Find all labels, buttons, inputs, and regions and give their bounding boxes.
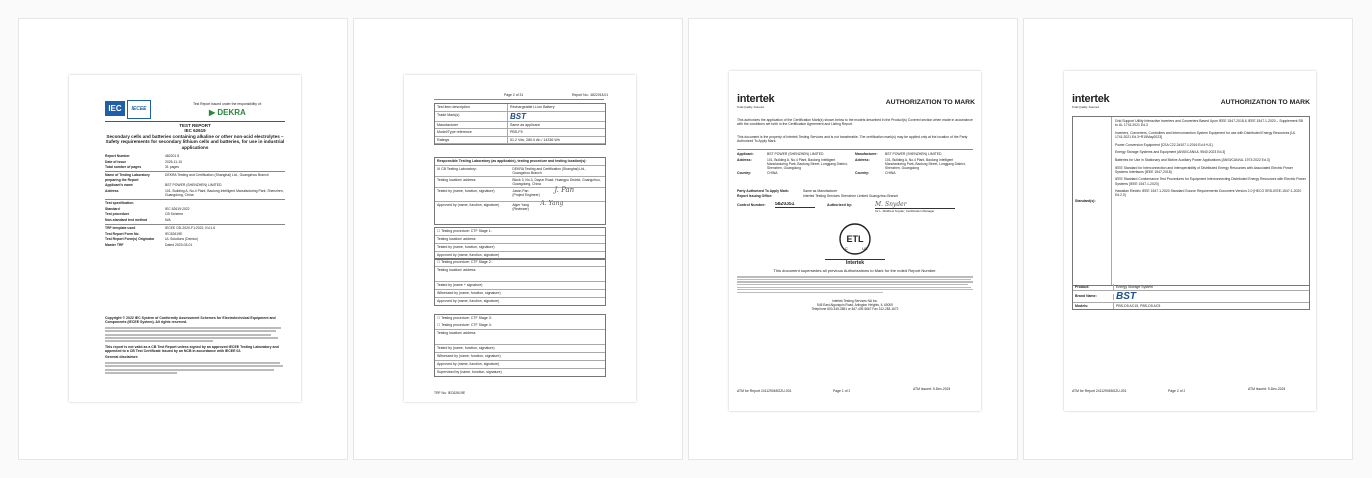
approved-by-name: Alger Yang: [512, 203, 529, 207]
report-field-value: BST POWER (SHENZHEN) LIMITED: [165, 183, 222, 188]
manufacturer-country-label: Country:: [855, 171, 870, 175]
copyright-notice: Copyright © 2022 IEC System of Conformity Assessment Schemes for Electrotechnical Equipment and Components (IECEE System). All rights reserved.: [105, 316, 276, 325]
standard-entry: IEEE Standard Conformance Test Procedures for Equipment Interconnecting Distributed Energy Resources with Electric Power Systems [IEEE 1547.1-2020]: [1115, 177, 1306, 186]
item-detail-row: [435, 137, 605, 145]
report-field-label: Test specification: [105, 201, 134, 206]
report-field-value: IEC62619E: [165, 231, 183, 236]
manufacturer-country: CHINA: [885, 171, 896, 175]
footer-page-number: Page 1 of 2: [833, 389, 851, 393]
report-fields: [105, 154, 285, 249]
report-field-row: [105, 183, 285, 187]
field-group-divider: [105, 199, 285, 200]
applicant-name: BST POWER (SHENZHEN) LIMITED: [767, 152, 824, 156]
footer-page-number: Page 2 of 2: [1168, 389, 1186, 393]
report-field-label: TRF template used: [105, 226, 136, 231]
report-field-row: [105, 173, 285, 181]
lab-block: [434, 157, 606, 225]
report-field-value: UL Solutions (Demko): [165, 237, 199, 242]
testing-location-value: Block 3, No.3, Dayun Road, Huangpu District, Guangzhou, Guangdong, China: [512, 178, 601, 186]
approved-by-signature: A. Yang: [540, 200, 564, 207]
copyright-body-lines: [105, 326, 285, 343]
report-field-label: Name of Testing Laboratory preparing the Report: [105, 173, 150, 182]
report-field-value: 101, Building A, No.4 Plant, Baolong Intelligent Manufacturing Park, Shenzhen, Guangdong, China: [165, 188, 284, 197]
party-label: Party Authorized To Apply Mark:: [737, 189, 790, 193]
models-value: PBS-D5 AC15, PBS-D5 AC5: [1116, 303, 1161, 308]
report-field-value: IEC 62619:2022: [165, 206, 190, 211]
ctf-stage-4-label: ☐ Testing procedure: CTF Stage 4:: [435, 322, 605, 330]
testing-location-label: Testing location/ address: [437, 178, 476, 182]
item-detail-row: [435, 129, 605, 137]
item-detail-value: Rechargeable Li-ion Battery: [510, 105, 555, 109]
standards-label: Standard(s):: [1075, 198, 1096, 203]
report-field-row: [105, 189, 285, 197]
applicant-country: CHINA: [767, 171, 778, 175]
stage-3-4-tested-by: Tested by (name, function, signature): [435, 345, 605, 353]
fine-print-lines: [737, 275, 973, 294]
standard-entry: Inverters, Converters, Controllers and Interconnection System Equipment for use with Distributed Energy Resources [UL 1741:2021 Ed.3+R15May2023]: [1115, 130, 1296, 139]
report-title: TEST REPORT: [179, 123, 211, 128]
footer-issue-date: ATM Issued: 9-Dec-2024: [913, 387, 951, 391]
certificate-card-iec-report[interactable]: [18, 18, 348, 460]
trade-mark-logo: BST: [510, 111, 526, 121]
party-block: [737, 189, 973, 214]
etl-mark: [835, 219, 875, 259]
item-detail-row: [435, 122, 605, 130]
responsible-lab-heading: Responsible Testing Laboratory (as applicable), testing procedure and testing location(s):: [435, 158, 605, 166]
standards-list: [1112, 117, 1309, 285]
report-field-row: [105, 165, 285, 169]
certificate-card-intertek-atm-p2[interactable]: [1023, 18, 1353, 460]
tested-by-signature: J. Pan: [554, 186, 575, 194]
report-field-value: 482201 8: [165, 154, 180, 158]
svg-text:US: US: [862, 246, 868, 251]
report-field-row: [105, 212, 285, 216]
ctf-stage-2-block: [434, 258, 606, 306]
atm-title: AUTHORIZATION TO MARK: [1220, 99, 1310, 106]
standard-entry: Grid Support Utility Interactive Inverters and Converters Based Upon IEEE 1547-2018 & IEEE 1547.1-2020 – Supplement SB to UL 1741:2021 Ed.3: [1115, 119, 1303, 128]
supersedes-note: This document supersedes all previous Authorizations to Mark for the noted Report Number.: [773, 268, 937, 273]
brand-value: BST: [1116, 291, 1136, 302]
report-field-row: [105, 207, 285, 211]
ctf-stage-3-label: ☐ Testing procedure: CTF Stage 3:: [437, 316, 492, 320]
footer-address-2: 545 East Algonquin Road, Arlington Heights, IL 60005: [817, 303, 893, 307]
report-subtitle: Secondary cells and batteries containing alkaline or other non-acid electrolytes – Safety requirements for secondary lithium cells and batteries, for use in industrial applications: [105, 134, 285, 150]
brand-label: Brand Name:: [1073, 294, 1114, 300]
ctf-stage-1-block: [434, 227, 606, 260]
iec-test-report-page: [69, 75, 301, 402]
intertek-atm-page-1: [729, 71, 981, 411]
report-field-label: Test Report Form(s) Originator: [105, 237, 155, 242]
report-field-label: Date of issue: [105, 159, 127, 164]
certificate-gallery: [18, 18, 1354, 460]
svg-text:ETL: ETL: [846, 234, 864, 244]
field-group-divider: [105, 224, 285, 225]
report-number: Report No.: 4822018.01: [572, 93, 609, 97]
page-header-divider: [434, 99, 604, 100]
stage-1-location: Testing location/ address: [435, 236, 605, 244]
report-field-label: Test Report Form No.: [105, 231, 140, 236]
report-field-row: [105, 160, 285, 164]
stage-2-witnessed-by: Witnessed by (name, function, signature): [435, 290, 605, 298]
header-divider: [105, 121, 285, 122]
mark-brand: Intertek: [825, 259, 885, 266]
report-field-row: [105, 232, 285, 236]
item-detail-row: [435, 104, 605, 112]
cb-lab-value: DEKRA Testing and Certification (Shanghai) Ltd., Guangzhou Branch: [512, 167, 587, 175]
page-number: Page 2 of 31: [504, 93, 524, 97]
manufacturer-address: 101, Building A, No.4 Plant, Baolong Intelligent Manufacturing Park, Baolong Street, Longgang District, Shenzhen, Guangdong: [885, 158, 966, 170]
stage-2-checkbox-icon: ☐: [437, 260, 441, 264]
report-field-label: Total number of pages: [105, 165, 142, 170]
applicant-address-label: Address:: [737, 158, 752, 162]
report-field-value: N/A: [165, 217, 171, 222]
report-field-row: [105, 154, 285, 158]
ctf-stage-1-label: ☐ Testing procedure: CTF Stage 1:: [435, 228, 605, 236]
report-field-row: [105, 237, 285, 241]
party-value: Same as Manufacturer: [803, 189, 838, 193]
manufacturer-name: BST POWER (SHENZHEN) LIMITED: [885, 152, 942, 156]
stage-1-tested-by: Tested by (name, function, signature): [435, 244, 605, 252]
svg-text:C: C: [845, 246, 848, 251]
report-field-label: Standard: [105, 206, 120, 211]
applicant-label: Applicant:: [737, 152, 754, 156]
report-field-label: Report Number: [105, 154, 130, 158]
cb-lab-label: ☒ CB Testing Laboratory:: [437, 167, 477, 171]
disclaimer-title: General disclaimer:: [105, 355, 139, 359]
authorized-by-label: Authorized by:: [827, 203, 853, 207]
footer-report-ref: ATM for Report 241129065GZU-001: [737, 389, 792, 393]
standard-entry: Batteries for Use in Stationary and Motive Auxiliary Power Applications [ANSI/CAN/UL 1973:2022 Ed.3]: [1115, 157, 1270, 162]
intertek-tagline: Total Quality. Assured.: [737, 105, 765, 109]
product-table: [1072, 284, 1310, 310]
report-field-row: [105, 201, 285, 205]
authorized-signature: M. Snyder: [875, 201, 907, 208]
report-field-value: 31 pages: [165, 165, 179, 170]
item-detail-label: Manufacturer: [435, 122, 508, 129]
intertek-logo: intertek: [1072, 93, 1110, 105]
report-field-value: CB Scheme: [165, 212, 184, 217]
stage-3-4-witnessed-by: Witnessed by (name, function, signature): [435, 353, 605, 361]
item-detail-label: Model/Type reference: [435, 129, 508, 136]
ctf-stage-3-4-block: [434, 314, 606, 377]
applicant-address: 101, Building A, No.4 Plant, Baolong Intelligent Manufacturing Park, Baolong Street, Longgang District, Shenzhen, Guangdong: [767, 158, 848, 170]
report-field-value: IECEE OD-2020-F1:2022, Ed.1.6: [165, 226, 216, 231]
tested-by-name: Jason Pan: [512, 189, 529, 193]
control-number: 5820351: [775, 202, 815, 208]
report-field-row: [105, 218, 285, 222]
standard-entry: Hawaiian Electric IEEE 1547.1-2020 Standard Source Requirements Document Version 2.0 [HECO SRD-IEEE-1547.1-2020 Ed.2.0]: [1115, 189, 1302, 198]
ctf-stage-2-label: ☐ Testing procedure: CTF Stage 2:: [435, 259, 605, 267]
standard-entry: Energy Storage Systems and Equipment [ANSI/CAN/UL 9540:2023 Ed.3]: [1115, 150, 1226, 155]
atm-divider: [737, 149, 973, 150]
stage-3-4-supervised-by: Supervised by (name, function, signature): [437, 370, 502, 374]
office-label: Report Issuing Office:: [737, 194, 773, 198]
etl-listed-mark-icon: [835, 219, 875, 259]
report-field-label: Test procedure: [105, 212, 130, 217]
report-field-label: Applicant's name: [105, 183, 133, 188]
item-detail-label: Test item description: [435, 104, 508, 111]
stage-3-4-approved-by: Approved by (name, function, signature): [435, 361, 605, 369]
report-field-row: [105, 243, 285, 247]
test-report-page-2: [404, 75, 636, 402]
report-field-value: DEKRA Testing and Certification (Shanghai) Ltd., Guangzhou Branch: [165, 173, 269, 178]
item-detail-label: Ratings: [435, 137, 508, 144]
footer-address-1: Intertek Testing Services NA Inc.: [832, 299, 878, 303]
manufacturer-label: Manufacturer:: [855, 152, 878, 156]
product-label: Product:: [1073, 284, 1114, 290]
validity-note: This report is not valid as a CB Test Report unless signed by an approved IECEE Testing Laboratory and appended to a CB Test Certificate issued by an NCB in accordance with IECEE 02.: [105, 345, 279, 354]
standards-table: [1072, 116, 1310, 286]
report-field-label: Master TRF: [105, 242, 124, 247]
item-detail-row: [435, 112, 605, 122]
certificate-card-intertek-atm-p1[interactable]: [688, 18, 1018, 460]
item-details-table: [434, 103, 606, 145]
item-detail-value: PBS-F5: [510, 130, 523, 134]
stage-2-approved-by: Approved by (name, function, signature): [437, 299, 500, 303]
field-group-divider: [105, 171, 285, 172]
report-field-value: 2025-11-10: [165, 159, 183, 164]
signer-name: for L. Matthew Snyder, Certification Manager: [875, 208, 955, 214]
standard-entry: IEEE Standard for Interconnection and Interoperability of Distributed Energy Resources with Associated Electric Power Systems Interfaces [IEEE 1547-2018]: [1115, 165, 1293, 174]
manufacturer-address-label: Address:: [855, 158, 870, 162]
report-responsibility-note: Test Report issued under the responsibility of:: [193, 102, 262, 106]
certificate-card-test-report-p2[interactable]: [353, 18, 683, 460]
atm-property-paragraph: This document is the property of Intertek Testing Services and is not transferable. The certification mark(s) may be applied only at the location of the Party Authorized To Apply Mark.: [737, 135, 968, 144]
stage-4-checkbox-icon: ☐: [437, 323, 441, 327]
dekra-name: DEKRA: [217, 108, 246, 117]
intertek-logo: intertek: [737, 93, 775, 105]
item-detail-label: Trade Mark(s): [435, 112, 508, 121]
report-field-label: Address: [105, 188, 119, 193]
dekra-logo: [209, 108, 246, 117]
report-standard: IEC 62619: [184, 128, 206, 133]
cb-lab-checkbox-icon: ☒: [437, 167, 441, 171]
intertek-tagline: Total Quality. Assured.: [1072, 105, 1100, 109]
intertek-atm-page-2: [1064, 71, 1316, 411]
standard-entry: Power Conversion Equipment [CSA C22.2#107.1:2016 Ed.4+U1]: [1115, 142, 1213, 147]
product-value: Energy Storage System: [1116, 284, 1153, 289]
stage-2-location: Testing location/ address: [435, 267, 605, 282]
iec-logo: IEC: [105, 101, 125, 116]
dekra-triangle-icon: ▶: [209, 108, 216, 117]
item-detail-value: Same as applicant: [510, 122, 540, 127]
atm-title: AUTHORIZATION TO MARK: [885, 99, 975, 106]
applicant-country-label: Country:: [737, 171, 752, 175]
report-field-value: Dated 2023-03-01: [165, 242, 193, 247]
report-field-label: Non-standard test method: [105, 217, 148, 222]
item-detail-value: 51.2 Vdc, 280.0 Ah / 14336 Wh: [510, 137, 560, 142]
disclaimer-lines: [105, 361, 285, 375]
atm-intro-paragraph: This authorizes the application of the Certification Mark(s) shown below to the models described in the Product(s) Covered section when made in accordance with the conditions set forth in the Certification Agreement and Listing Report.: [737, 118, 973, 127]
stage-1-approved-by: Approved by (name, function, signature): [437, 253, 500, 257]
trf-number: TRF No. IEC62619E: [434, 391, 466, 395]
stage-3-checkbox-icon: ☐: [437, 316, 441, 320]
control-number-label: Control Number:: [737, 203, 766, 207]
approved-by-label: Approved by (name, function, signature): [437, 203, 500, 207]
iecee-logo: IECEE: [127, 100, 151, 119]
report-field-row: [105, 226, 285, 230]
report-field-value: [165, 201, 285, 205]
footer-report-ref: ATM for Report 241129065GZU-001: [1072, 389, 1127, 393]
models-label: Models:: [1073, 303, 1114, 309]
applicant-manufacturer-block: [737, 152, 973, 176]
footer-issue-date: ATM Issued: 9-Dec-2024: [1248, 387, 1286, 391]
tested-by-role: (Project Engineer): [512, 193, 540, 197]
tested-by-label: Tested by (name, function, signature): [437, 189, 495, 193]
stage-3-4-location: Testing location/ address: [435, 330, 605, 345]
approved-by-role: (Reviewer): [512, 207, 529, 211]
footer-address-3: Telephone 800-345-3851 or 847-439-5667 Fax 312-283-1672: [811, 307, 899, 311]
stage-1-checkbox-icon: ☐: [437, 229, 441, 233]
stage-2-tested-by: Tested by (name + signature): [435, 282, 605, 290]
office-value: Intertek Testing Services Shenzhen Limited Guangzhou Branch: [803, 194, 899, 198]
